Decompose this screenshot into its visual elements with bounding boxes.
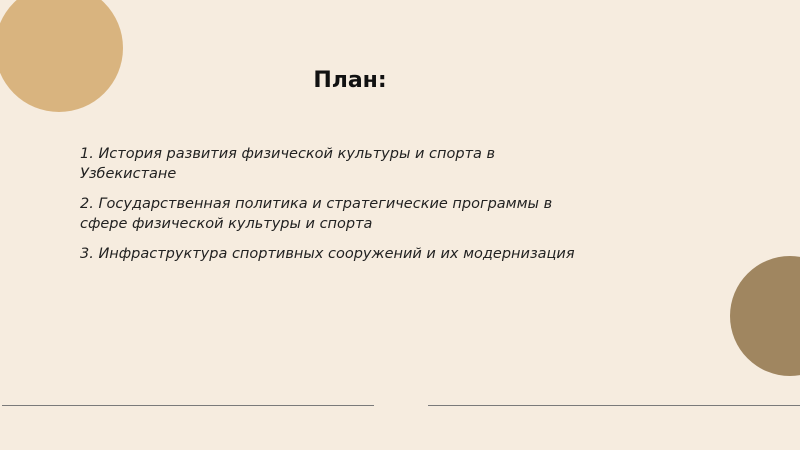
plan-list — [80, 144, 580, 274]
decorative-circle-right — [730, 256, 800, 376]
plan-item-2: 2. Государственная политика и стратегические программы в сфере физической культуры и спорта — [80, 196, 553, 232]
plan-item-3: 3. Инфраструктура спортивных сооружений и их модернизация — [80, 246, 575, 262]
divider-line-left — [2, 405, 374, 406]
slide-title: План: — [313, 68, 387, 93]
divider-line-right — [428, 405, 800, 406]
plan-item-1: 1. История развития физической культуры и спорта в Узбекистане — [80, 146, 496, 182]
decorative-circle-top-left — [0, 0, 123, 112]
